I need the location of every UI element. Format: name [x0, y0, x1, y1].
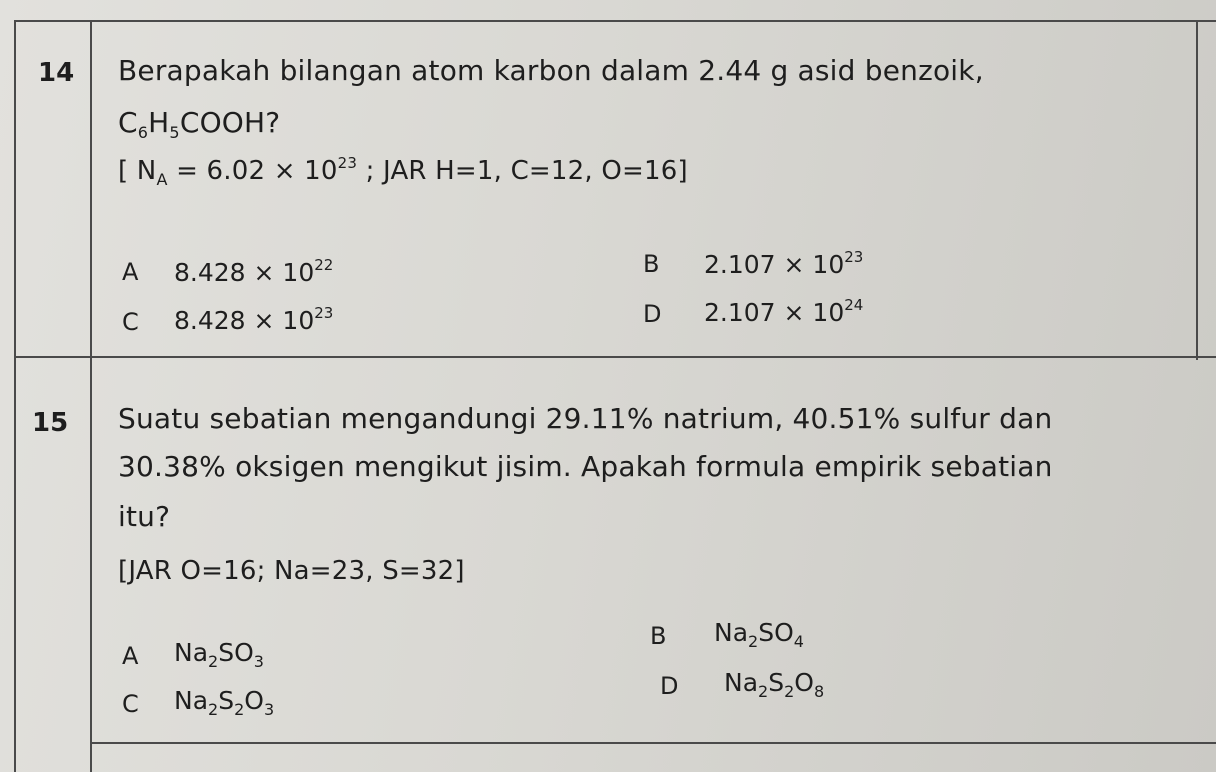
number-column-divider	[90, 20, 92, 772]
option-letter: D	[660, 672, 679, 700]
answer-option-b[interactable]: $Na_2SO_4$	[714, 618, 804, 651]
question-text: Suatu sebatian mengandungi 29.11% natrium, 40.51% sulfur dan	[118, 402, 1053, 435]
table-bottom-border	[90, 742, 1216, 744]
option-letter: A	[122, 642, 139, 670]
option-letter: A	[122, 258, 139, 286]
option-letter: B	[650, 622, 667, 650]
answer-option-a[interactable]: $Na_2SO_3$	[174, 638, 264, 671]
answer-option-d[interactable]: $2.107 \times 10^{24}$	[704, 296, 864, 327]
answer-option-a[interactable]: $8.428 \times 10^{22}$	[174, 256, 334, 287]
option-letter: C	[122, 690, 139, 718]
question-text: Berapakah bilangan atom karbon dalam 2.44 g asid benzoik,	[118, 54, 984, 87]
question-text: itu?	[118, 500, 171, 533]
answer-option-d[interactable]: $Na_2S_2O_8$	[724, 668, 825, 701]
option-letter: B	[643, 250, 660, 278]
given-data: [JAR O=16; Na=23, S=32]	[118, 556, 465, 586]
option-letter: C	[122, 308, 139, 336]
chemical-formula: $C_6H_5COOH$?	[118, 106, 281, 142]
given-data: [ $N_A = 6.02 \times 10^{23}$ ; JAR H=1, C=12, O=16]	[118, 154, 688, 189]
answer-option-c[interactable]: $Na_2S_2O_3$	[174, 686, 275, 719]
answer-option-b[interactable]: $2.107 \times 10^{23}$	[704, 248, 864, 279]
table-right-border	[1196, 20, 1198, 360]
question-text: 30.38% oksigen mengikut jisim. Apakah formula empirik sebatian	[118, 450, 1053, 483]
table-top-border	[14, 20, 1216, 22]
table-left-border	[14, 20, 16, 772]
question-number: 15	[32, 408, 69, 438]
row-divider	[14, 356, 1216, 358]
answer-option-c[interactable]: $8.428 \times 10^{23}$	[174, 304, 334, 335]
question-number: 14	[38, 58, 75, 88]
option-letter: D	[643, 300, 662, 328]
